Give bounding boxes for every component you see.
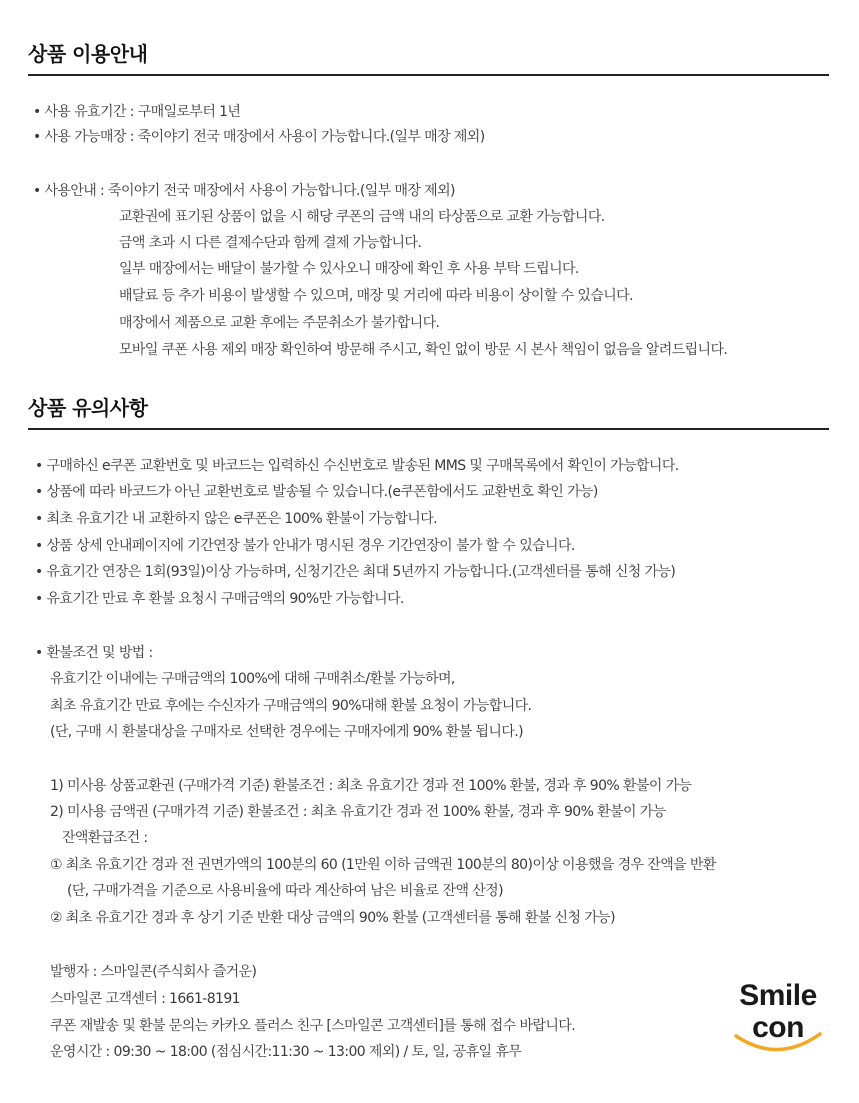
usage-guide-line: • 사용안내 : 죽이야기 전국 매장에서 사용이 가능합니다.(일부 매장 제외): [33, 183, 455, 199]
logo-text-smile: Smile: [739, 979, 817, 1012]
precaution-item: • 구매하신 e쿠폰 교환번호 및 바코드는 입력하신 수신번호로 발송된 MMS 및 구매목록에서 확인이 가능합니다.: [35, 458, 679, 474]
inquiry-line: 쿠폰 재발송 및 환불 문의는 카카오 플러스 친구 [스마일콘 고객센터]를 통해 접수 바랍니다.: [50, 1018, 576, 1034]
section-divider: [28, 428, 829, 430]
balance-refund-note: (단, 구매가격을 기준으로 사용비율에 따라 계산하여 남은 비율로 잔액 산정): [67, 883, 503, 899]
usage-guide-detail: 일부 매장에서는 배달이 불가할 수 있사오니 매장에 확인 후 사용 부탁 드립니다.: [119, 261, 579, 277]
smilecon-logo: [728, 978, 828, 1068]
refund-method-detail: (단, 구매 시 환불대상을 구매자로 선택한 경우에는 구매자에게 90% 환불 됩니다.): [50, 724, 523, 740]
logo-text-con: con: [752, 1011, 804, 1044]
usage-guide-detail: 매장에서 제품으로 교환 후에는 주문취소가 불가합니다.: [119, 315, 440, 331]
refund-condition-item: 1) 미사용 상품교환권 (구매가격 기준) 환불조건 : 최초 유효기간 경과 전 100% 환불, 경과 후 90% 환불이 가능: [50, 778, 692, 794]
balance-refund-item: ② 최초 유효기간 경과 후 상기 기준 반환 대상 금액의 90% 환불 (고객센터를 통해 환불 신청 가능): [50, 910, 615, 926]
usage-guide-detail: 교환권에 표기된 상품이 없을 시 해당 쿠폰의 금액 내의 타상품으로 교환 가능합니다.: [119, 209, 605, 225]
section-title-precautions: 상품 유의사항: [28, 396, 148, 420]
operating-hours-line: 운영시간 : 09:30 ~ 18:00 (점심시간:11:30 ~ 13:00 제외) / 토, 일, 공휴일 휴무: [50, 1044, 522, 1060]
usage-guide-detail: 모바일 쿠폰 사용 제외 매장 확인하여 방문해 주시고, 확인 없이 방문 시 본사 책임이 없음을 알려드립니다.: [119, 342, 728, 358]
available-stores-line: • 사용 가능매장 : 죽이야기 전국 매장에서 사용이 가능합니다.(일부 매장 제외): [33, 129, 485, 145]
balance-refund-heading: 잔액환급조건 :: [62, 830, 148, 846]
usage-guide-detail: 금액 초과 시 다른 결제수단과 함께 결제 가능합니다.: [119, 235, 422, 251]
customer-center-line: 스마일콘 고객센터 : 1661-8191: [50, 991, 240, 1007]
usage-period-line: • 사용 유효기간 : 구매일로부터 1년: [33, 104, 241, 120]
refund-method-detail: 최초 유효기간 만료 후에는 수신자가 구매금액의 90%대해 환불 요청이 가능합니다.: [50, 698, 532, 714]
refund-method-heading: • 환불조건 및 방법 :: [35, 645, 153, 661]
issuer-line: 발행자 : 스마일콘(주식회사 즐거운): [50, 964, 257, 980]
section-title-usage-guide: 상품 이용안내: [28, 42, 148, 66]
section-divider: [28, 74, 829, 76]
refund-method-detail: 유효기간 이내에는 구매금액의 100%에 대해 구매취소/환불 가능하며,: [50, 671, 455, 687]
precaution-item: • 상품에 따라 바코드가 아닌 교환번호로 발송될 수 있습니다.(e쿠폰함에서도 교환번호 확인 가능): [35, 484, 598, 500]
precaution-item: • 상품 상세 안내페이지에 기간연장 불가 안내가 명시된 경우 기간연장이 불가 할 수 있습니다.: [35, 538, 575, 554]
refund-condition-item: 2) 미사용 금액권 (구매가격 기준) 환불조건 : 최초 유효기간 경과 전 100% 환불, 경과 후 90% 환불이 가능: [50, 804, 666, 820]
precaution-item: • 유효기간 만료 후 환불 요청시 구매금액의 90%만 가능합니다.: [35, 591, 404, 607]
usage-guide-detail: 배달료 등 추가 비용이 발생할 수 있으며, 매장 및 거리에 따라 비용이 상이할 수 있습니다.: [119, 288, 633, 304]
balance-refund-item: ① 최초 유효기간 경과 전 권면가액의 100분의 60 (1만원 이하 금액권 100분의 80)이상 이용했을 경우 잔액을 반환: [50, 857, 716, 873]
precaution-item: • 최초 유효기간 내 교환하지 않은 e쿠폰은 100% 환불이 가능합니다.: [35, 511, 437, 527]
precaution-item: • 유효기간 연장은 1회(93일)이상 가능하며, 신청기간은 최대 5년까지 가능합니다.(고객센터를 통해 신청 가능): [35, 564, 676, 580]
